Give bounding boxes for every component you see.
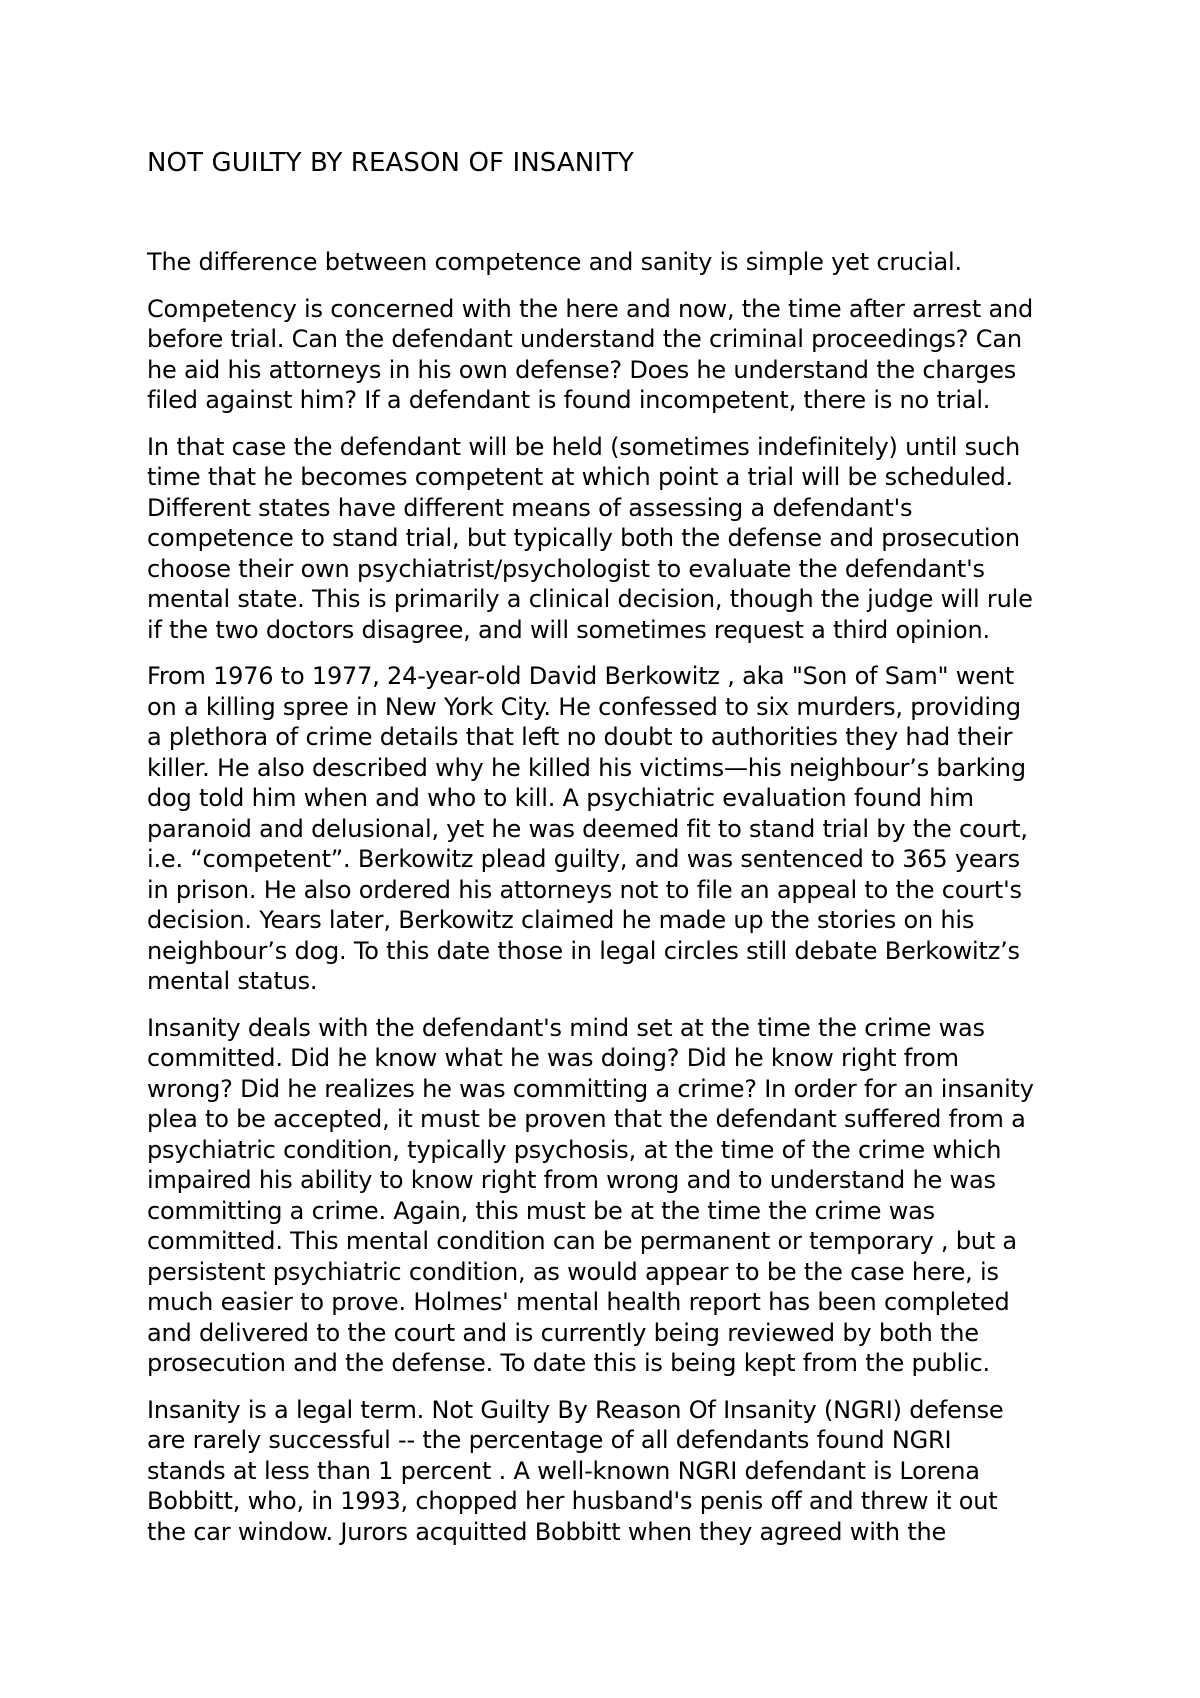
text-line: competence to stand trial, but typically both the defense and prosecution <box>147 524 1020 552</box>
text-line: prosecution and the defense. To date this is being kept from the public. <box>147 1349 990 1377</box>
text-line: paranoid and delusional, yet he was deemed fit to stand trial by the court, <box>147 814 1028 843</box>
document-body <box>147 247 1077 1547</box>
text-line: plea to be accepted, it must be proven that the defendant suffered from a <box>147 1105 1026 1133</box>
paragraph-berkowitz <box>147 661 1077 997</box>
paragraph-insanity-mindset <box>147 1013 1077 1379</box>
paragraph-competency <box>147 294 1077 416</box>
text-line: mental status. <box>147 967 318 995</box>
text-line: The difference between competence and sanity is simple yet crucial. <box>147 248 962 276</box>
text-line: committed. This mental condition can be permanent or temporary , but a <box>147 1227 1017 1255</box>
text-line: and delivered to the court and is currently being reviewed by both the <box>147 1318 979 1347</box>
text-line: a plethora of crime details that left no doubt to authorities they had their <box>147 723 1013 751</box>
paragraph-intro <box>147 247 1077 278</box>
text-line: Bobbitt, who, in 1993, chopped her husband's penis off and threw it out <box>147 1487 998 1515</box>
text-line: persistent psychiatric condition, as would appear to be the case here, is <box>147 1257 999 1286</box>
text-line: the car window. Jurors acquitted Bobbitt when they agreed with the <box>147 1517 947 1546</box>
text-line: filed against him? If a defendant is found incompetent, there is no trial. <box>147 386 991 414</box>
text-line: on a killing spree in New York City. He confessed to six murders, providing <box>147 692 1021 721</box>
text-line: choose their own psychiatrist/psychologist to evaluate the defendant's <box>147 554 985 583</box>
text-line: neighbour’s dog. To this date those in legal circles still debate Berkowitz’s <box>147 936 1020 965</box>
text-line: i.e. “competent”. Berkowitz plead guilty, and was sentenced to 365 years <box>147 845 1020 873</box>
text-line: in prison. He also ordered his attorneys not to file an appeal to the court's <box>147 875 1022 904</box>
text-line: mental state. This is primarily a clinical decision, though the judge will rule <box>147 585 1033 613</box>
text-line: In that case the defendant will be held (sometimes indefinitely) until such <box>147 432 1021 461</box>
text-line: Competency is concerned with the here and now, the time after arrest and <box>147 294 1034 323</box>
paragraph-held-until-competent <box>147 432 1077 646</box>
text-line: wrong? Did he realizes he was committing a crime? In order for an insanity <box>147 1074 1034 1103</box>
text-line: Insanity is a legal term. Not Guilty By Reason Of Insanity (NGRI) defense <box>147 1395 1004 1424</box>
text-line: if the two doctors disagree, and will sometimes request a third opinion. <box>147 615 990 644</box>
text-line: impaired his ability to know right from wrong and to understand he was <box>147 1166 996 1194</box>
document-title: NOT GUILTY BY REASON OF INSANITY <box>147 148 635 178</box>
text-line: he aid his attorneys in his own defense? Does he understand the charges <box>147 355 1017 384</box>
document-content <box>147 143 1077 1563</box>
text-line: decision. Years later, Berkowitz claimed he made up the stories on his <box>147 906 975 934</box>
text-line: time that he becomes competent at which point a trial will be scheduled. <box>147 463 1013 491</box>
text-line: committed. Did he know what he was doing? Did he know right from <box>147 1044 959 1072</box>
text-line: before trial. Can the defendant understand the criminal proceedings? Can <box>147 325 1022 353</box>
paragraph-legal-term <box>147 1395 1077 1548</box>
text-line: much easier to prove. Holmes' mental health report has been completed <box>147 1288 1010 1316</box>
text-line: stands at less than 1 percent . A well-known NGRI defendant is Lorena <box>147 1456 980 1485</box>
text-line: dog told him when and who to kill. A psychiatric evaluation found him <box>147 784 974 812</box>
text-line: Different states have different means of assessing a defendant's <box>147 493 913 522</box>
text-line: From 1976 to 1977, 24-year-old David Berkowitz , aka "Son of Sam" went <box>147 662 1014 690</box>
text-line: committing a crime. Again, this must be at the time the crime was <box>147 1196 935 1225</box>
text-line: Insanity deals with the defendant's mind set at the time the crime was <box>147 1013 985 1042</box>
text-line: killer. He also described why he killed his victims—his neighbour’s barking <box>147 753 1026 782</box>
text-line: psychiatric condition, typically psychosis, at the time of the crime which <box>147 1135 1002 1164</box>
text-line: are rarely successful -- the percentage of all defendants found NGRI <box>147 1426 952 1454</box>
